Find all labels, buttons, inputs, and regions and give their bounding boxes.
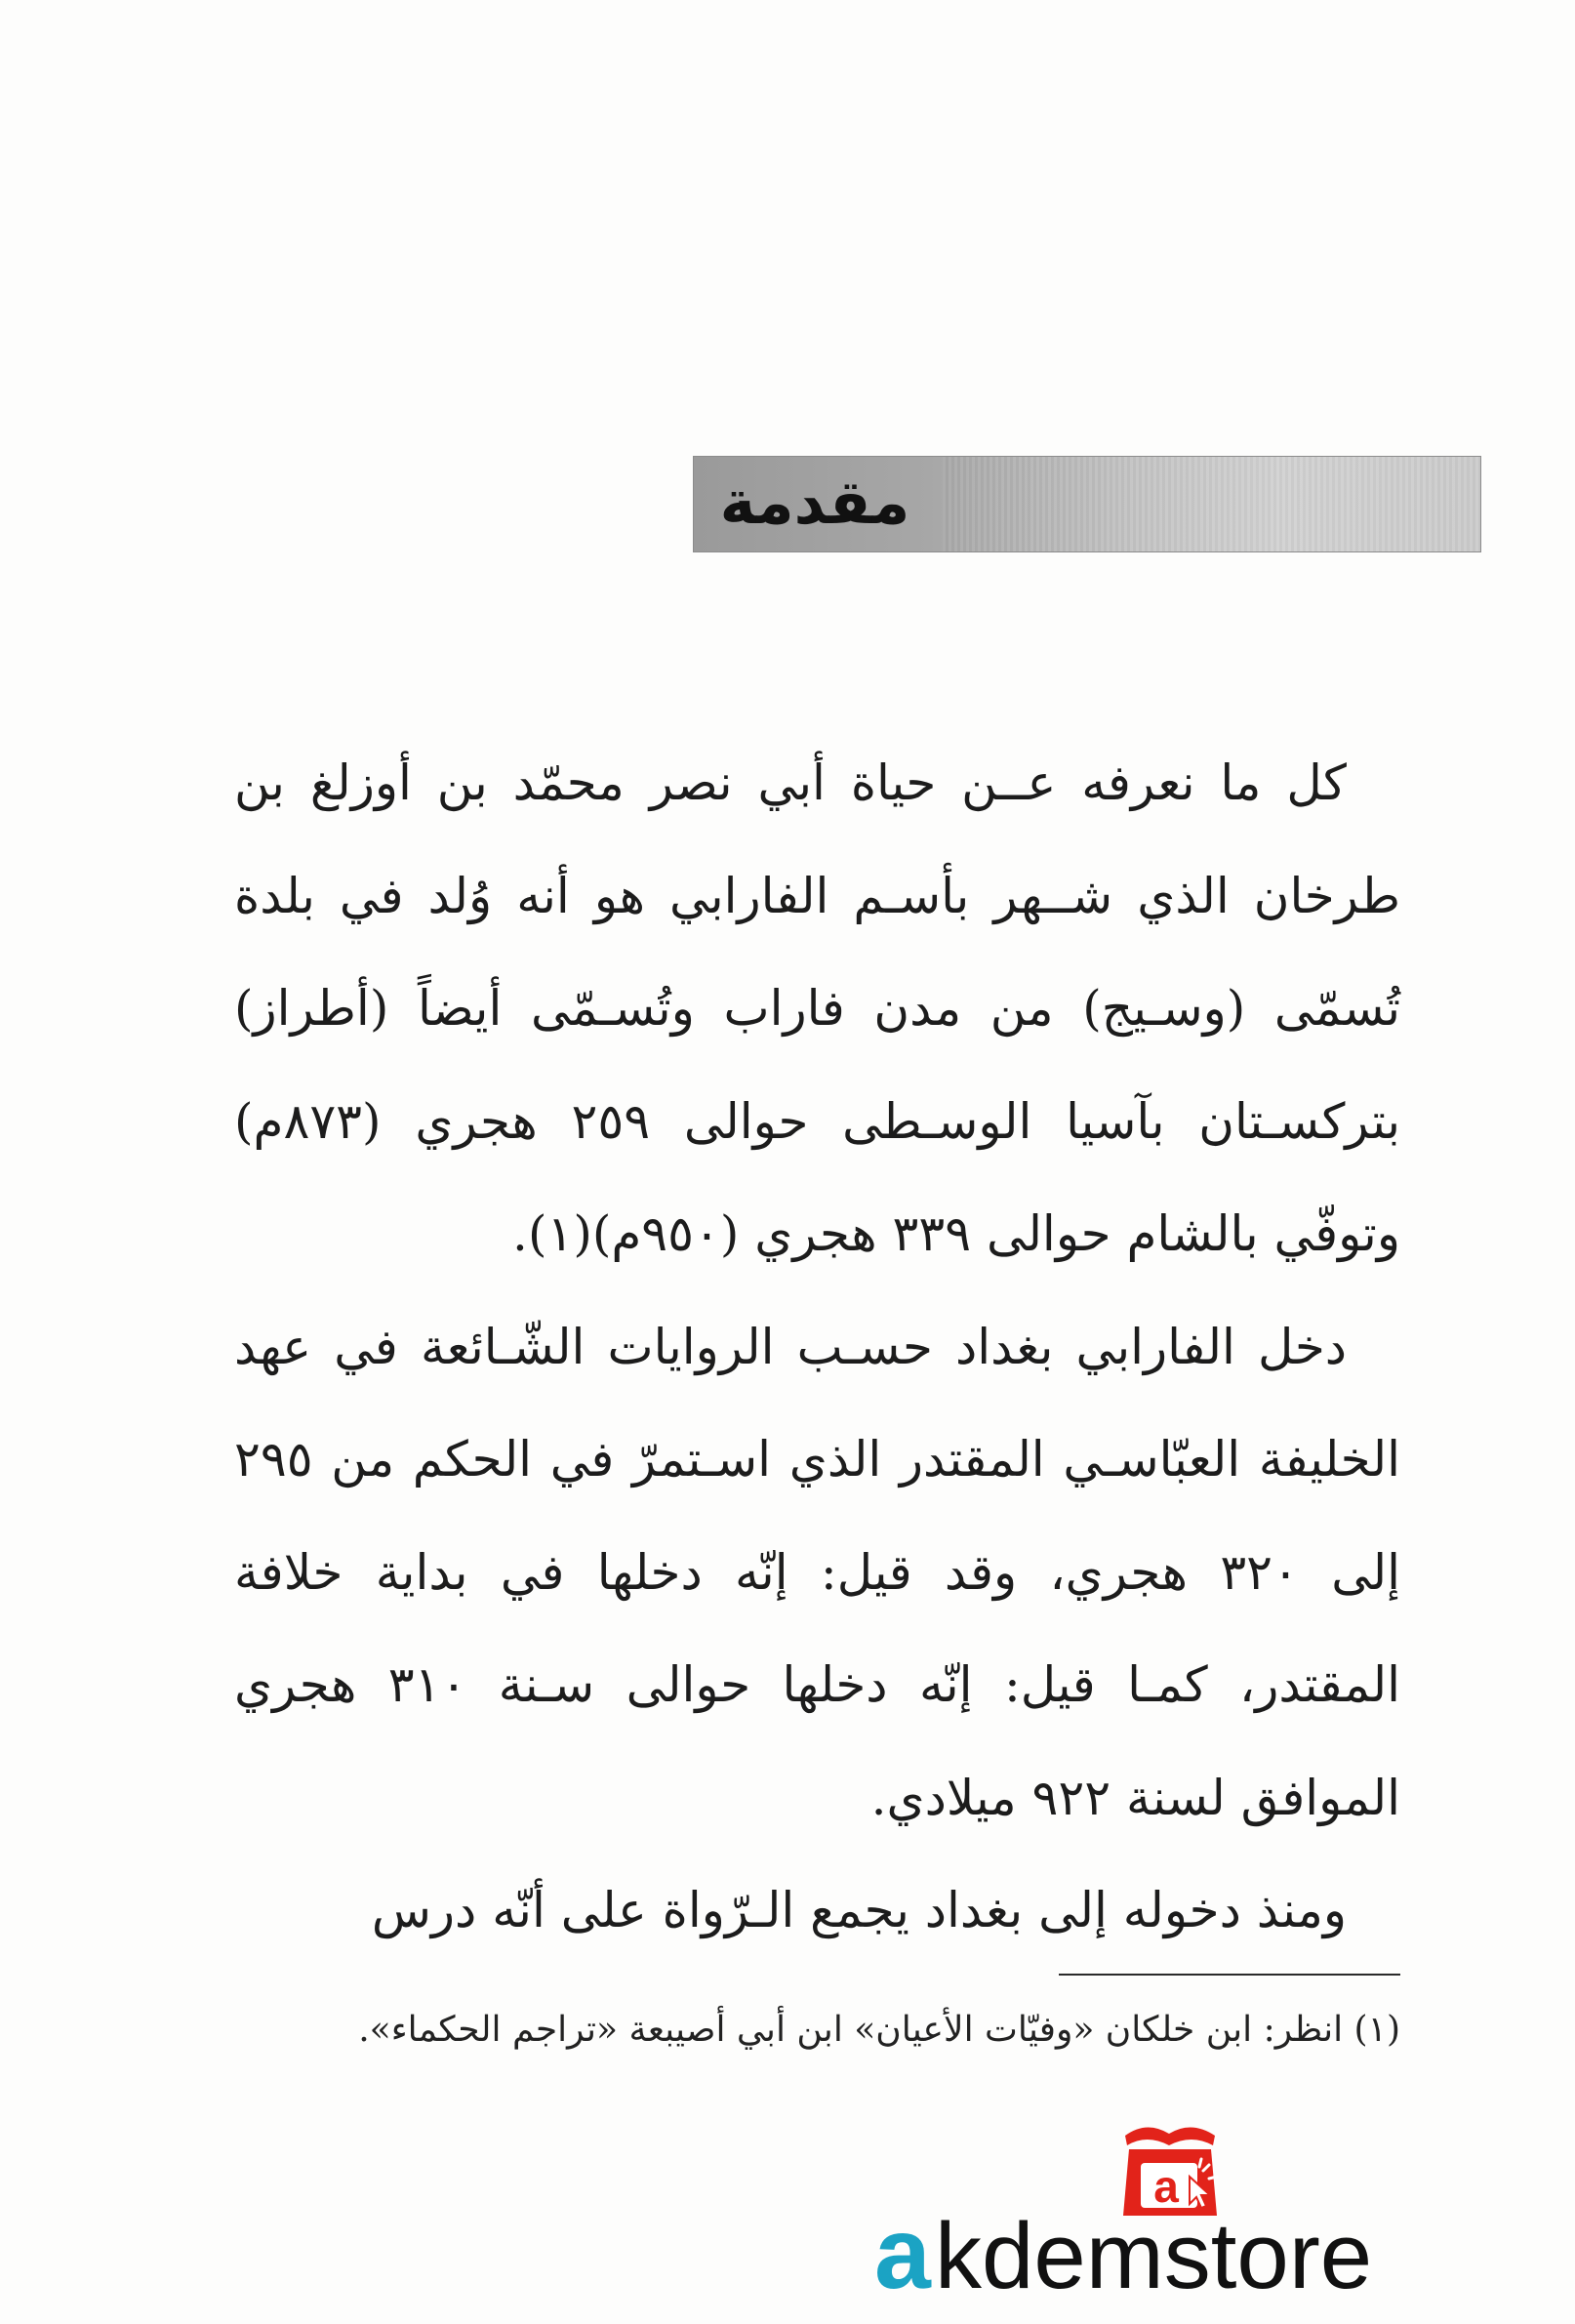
footnote: (١) انظر: ابن خلكان «وفيّات الأعيان» ابن أبي أصيبعة «تراجم الحكماء». [358,2010,1400,2050]
body-text [234,727,1400,1968]
logo-wordmark-a: a [874,2208,931,2310]
book-bag-icon [1108,2106,1234,2223]
page-title: مقدمة [719,467,910,538]
title-banner-texture [943,457,1480,551]
paragraph: كل ما نعرفه عــن حياة أبي نصر محمّد بن أوزلغ بن طرخان الذي شــهر بأسـم الفارابي هو أنه وُلد في بلدة تُسمّى (وسـيج) من مدن فاراب وتُسـمّى أيضاً (أطراز) بتركسـتان بآسيا الوسـطى حوالى ٢٥٩ هجري (٨٧٣م) وتوفّي بالشام حوالى ٣٣٩ هجري (٩٥٠م)(١). [234,754,1400,1262]
paragraph: ومنذ دخوله إلى بغداد يجمع الـرّواة على أنّه درس [371,1882,1347,1938]
logo-icon-letter: a [1153,2161,1179,2212]
footnote-separator [1059,1974,1400,1976]
brand-logo-wordmark [874,2208,1421,2310]
logo-wordmark-rest: kdemstore [935,2208,1373,2308]
paragraph: دخل الفارابي بغداد حسـب الروايات الشّـائعة في عهد الخليفة العبّاسـي المقتدر الذي اسـتمرّ في الحكم من ٢٩٥ إلى ٣٢٠ هجري، وقد قيل: إنّه دخلها في بداية خلافة المقتدر، كمـا قيل: إنّه دخلها حوالى سـنة ٣١٠ هجري الموافق لسنة ٩٢٢ ميلادي. [234,1318,1401,1826]
